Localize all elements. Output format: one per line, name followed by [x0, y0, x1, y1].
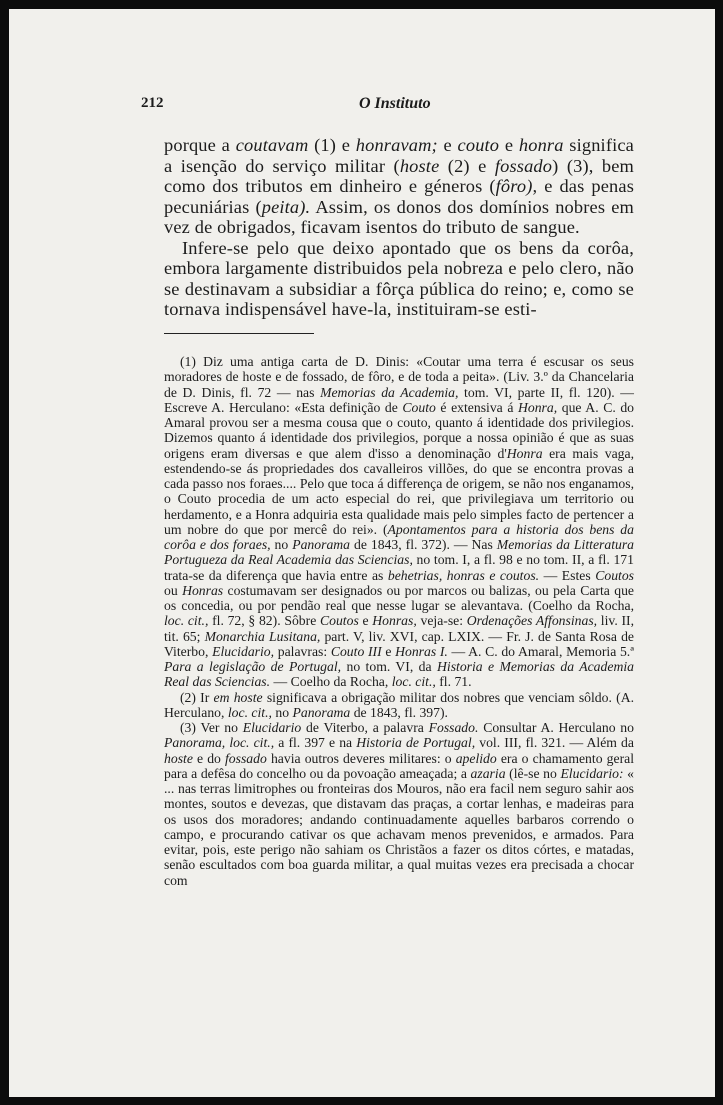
text-run: (1) Diz uma antiga carta de D. Dinis: «Coutar uma terra é escusar os seus moradores de hoste e de fossado, de fôro, e de toda a peita». (Liv. 3.º da Chancelaria de D. Dinis, fl. 72 — nas	[164, 354, 634, 400]
text-run: palavras:	[274, 643, 331, 659]
text-run: de 1843, fl. 372). — Nas	[350, 537, 497, 552]
text-run: liv. II, tit. 65;	[164, 613, 635, 644]
text-run: ou	[164, 582, 183, 598]
text-run: no	[270, 537, 293, 552]
text-run: era o chamamento geral para a defêsa do concelho ou da povoação ameaçada; a	[164, 750, 635, 781]
text-run: fl. 71.	[435, 674, 472, 690]
text-run: e	[381, 643, 396, 659]
footnote-2	[164, 690, 634, 721]
page-number: 212	[141, 95, 164, 111]
italic-run: loc. cit.,	[391, 674, 436, 690]
text-run: havia outros deveres militares: o	[266, 750, 456, 766]
italic-run: apelido	[455, 750, 497, 766]
text-run: (2) Ir	[180, 689, 214, 705]
italic-run: Couto III	[330, 643, 382, 659]
text-run: e	[499, 135, 519, 155]
footnote-1	[164, 354, 634, 690]
text-run: e do	[192, 750, 225, 766]
italic-run: fossado	[494, 155, 553, 176]
italic-run: Apontamentos para a historia dos bens da corôa e dos foraes,	[164, 521, 634, 552]
italic-run: Coutos	[595, 567, 635, 583]
text-run: significava a obrigação militar dos nobres que venciam sôldo. (A. Herculano,	[164, 689, 634, 720]
italic-run: Fossado.	[428, 720, 479, 735]
italic-run: Honra,	[517, 399, 558, 415]
text-run: costumavam ser designados ou por marcos ou balizas, ou pela Carta que os concedia, ou por pendão real que nesse lugar se alevantava. (Coelho da Rocha,	[164, 582, 635, 613]
text-run: fl. 72, § 82). Sôbre	[208, 613, 320, 629]
italic-run: Historia e Memorias da Academia Real das Sciencias.	[164, 659, 634, 690]
italic-run: Memorias da Academia,	[320, 384, 459, 400]
italic-run: Memorias da Litteratura Portugueza da Real Academia das Sciencias,	[164, 537, 635, 568]
italic-run: hoste	[399, 155, 440, 176]
page-header	[9, 95, 715, 119]
italic-run: loc. cit.,	[164, 613, 209, 629]
italic-run: hoste	[164, 750, 193, 766]
italic-run: coutavam	[235, 135, 309, 155]
italic-run: Honra	[506, 445, 543, 461]
footnote-divider	[164, 333, 314, 334]
text-run: ) (3), bem como dos tributos em dinheiro e géneros (	[164, 155, 634, 196]
text-run: part. V, liv. XVI, cap. LXIX. — Fr. J. de Santa Rosa de Viterbo,	[164, 628, 634, 659]
text-run: e	[358, 613, 373, 629]
book-page	[9, 9, 715, 1097]
italic-run: Panorama	[292, 537, 351, 552]
text-run: — Coelho da Rocha,	[270, 674, 392, 690]
italic-run: Para a legislação de Portugal,	[164, 659, 342, 674]
text-run: no tom. I, a fl. 98 e no tom. II, a fl. 171 trata-se da diferença que havia entre as	[164, 552, 634, 583]
italic-run: Ordenações Affonsinas,	[466, 613, 598, 629]
text-run: (1) e	[308, 135, 356, 155]
italic-run: Honras,	[372, 613, 417, 629]
text-run: de Viterbo, a palavra	[301, 720, 429, 735]
italic-run: Elucidario:	[560, 765, 624, 781]
text-run: e	[437, 135, 458, 155]
text-run: — Estes	[539, 567, 596, 583]
text-run: é extensiva á	[435, 399, 518, 415]
footnotes	[164, 354, 634, 888]
text-run: no	[271, 704, 293, 720]
italic-run: honra	[518, 135, 564, 155]
italic-run: loc. cit.,	[227, 704, 272, 720]
italic-run: behetrias, honras e coutos.	[387, 567, 540, 583]
italic-run: Couto	[402, 399, 436, 415]
italic-run: Panorama, loc. cit.,	[164, 735, 275, 751]
text-run: de 1843, fl. 397).	[350, 704, 448, 720]
italic-run: couto	[457, 135, 500, 155]
text-run: Infere-se pelo que deixo apontado que os bens da corôa, embora largamente distribuidos pela nobreza e pelo clero, não se destinavam a subsidiar a fôrça pública do reino; e, como se tornava indispensável have-la, instituiram-se esti-	[164, 237, 634, 319]
text-run: (3) Ver no	[180, 720, 243, 735]
italic-run: Elucidario,	[212, 643, 275, 659]
text-run: porque a	[164, 135, 236, 155]
text-run: (2) e	[439, 155, 495, 176]
text-run: a fl. 397 e na	[274, 735, 357, 751]
text-run: que A. C. do Amaral provou ser a mesma cousa que o couto, quanto á identidade dos privilegios. Dizemos quanto á identidade dos privilegios, porque a nossa opinião é que as suas origens eram diversas e que alem d'isso a denominação d'	[164, 399, 635, 461]
italic-run: Monarchia Lusitana,	[204, 628, 321, 644]
text-run: Assim, os donos dos domínios nobres em vez de obrigados, ficavam isentos do tributo de sangue.	[164, 196, 634, 237]
text-run: era mais vaga, estendendo-se ás propriedades dos cavalleiros villões, do que se encontra provas a cada passo nos foraes.... Pelo que toca á differença de origem, se não nos enganamos, o Couto procedia de um acto especial do rei, que privilegiava um territorio ou herdamento, e a Honra adquiria esta qualidade mais pelo simples facto de pertencer a um nobre do que por mercê do rei». (	[164, 445, 634, 537]
italic-run: em hoste	[213, 689, 263, 705]
italic-run: Panorama	[292, 704, 351, 720]
text-run: significa a isenção do serviço militar (	[164, 135, 634, 176]
italic-run: fôro),	[495, 176, 538, 196]
text-run: (lê-se no	[505, 765, 561, 781]
running-title: O Instituto	[359, 95, 431, 112]
text-run: e das penas pecuniárias (	[164, 176, 634, 217]
text-run: « ... nas terras limitrophes ou fronteiras dos Mouros, não era facil nem seguro sahir aos montes, soutos e devezas, que distavam das praças, a cortar lenhas, e madeiras para os usos dos moradores; andando continuadamente aquelles barbaros correndo o campo, e procurando cativar os que achavam menos prevenidos, e armados. Para evitar, pois, este perigo não sahiam os Christãos a fazer os ditos córtes, e matadas, senão escultados com boa guarda militar, a qual muitas vezes era precisada a chocar com	[164, 765, 634, 888]
body-paragraph-2	[164, 238, 634, 320]
text-run: tom. VI, parte II, fl. 120). — Escreve A. Herculano: «Esta definição de	[164, 384, 634, 415]
italic-run: Historia de Portugal,	[356, 735, 476, 751]
italic-run: Coutos	[319, 613, 359, 629]
text-run: no tom. VI, da	[341, 659, 437, 674]
text-run: Consultar A. Herculano no	[478, 720, 634, 735]
text-run: — A. C. do Amaral, Memoria 5.ª	[447, 643, 634, 659]
italic-run: Honras	[182, 582, 224, 598]
italic-run: Honras I.	[395, 643, 448, 659]
footnote-3	[164, 720, 634, 888]
text-run: veja-se:	[416, 613, 467, 629]
text-run: vol. III, fl. 321. — Além da	[475, 735, 634, 751]
body-text	[164, 135, 634, 320]
italic-run: honravam;	[355, 135, 438, 155]
italic-run: fossado	[225, 750, 267, 766]
italic-run: azaria	[470, 765, 506, 781]
italic-run: Elucidario	[242, 720, 302, 735]
body-paragraph-1	[164, 135, 634, 238]
italic-run: peita).	[261, 196, 311, 217]
